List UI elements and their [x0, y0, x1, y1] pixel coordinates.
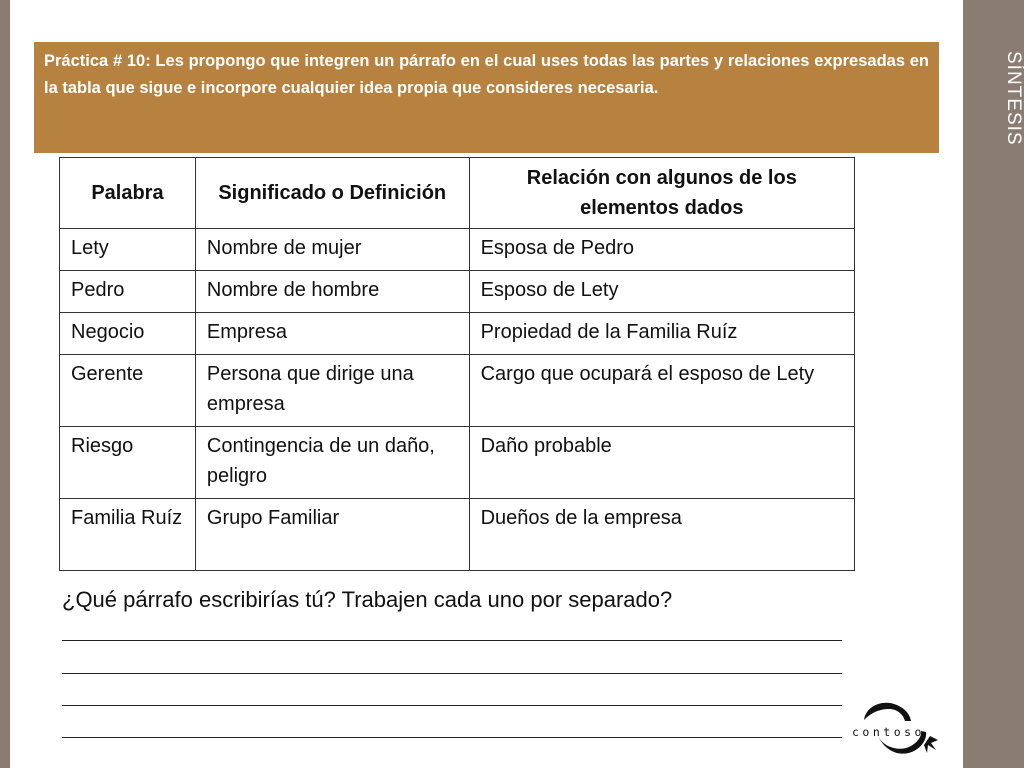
- cell-definition: Empresa: [195, 313, 469, 355]
- vocabulary-table: [59, 157, 855, 571]
- answer-line: [62, 737, 842, 738]
- question-prompt: ¿Qué párrafo escribirías tú? Trabajen cada uno por separado?: [62, 587, 673, 612]
- contoso-logo: [848, 692, 944, 762]
- header-palabra: Palabra: [60, 158, 196, 229]
- answer-line: [62, 673, 842, 674]
- left-accent-bar: [0, 0, 10, 768]
- table-row: [60, 427, 855, 499]
- slide-side-title: SÍNTESIS: [1003, 50, 1024, 146]
- cell-relation: Daño probable: [469, 427, 854, 499]
- cell-definition: Nombre de hombre: [195, 271, 469, 313]
- header-significado: Significado o Definición: [195, 158, 469, 229]
- cell-word: Lety: [60, 229, 196, 271]
- table-row: [60, 271, 855, 313]
- answer-line: [62, 640, 842, 641]
- table-header-row: [60, 158, 855, 229]
- header-relacion: Relación con algunos de los elementos dados: [469, 158, 854, 229]
- cell-word: Negocio: [60, 313, 196, 355]
- cell-word: Familia Ruíz: [60, 499, 196, 571]
- contoso-logo-icon: [848, 692, 944, 762]
- cell-relation: Dueños de la empresa: [469, 499, 854, 571]
- instruction-banner: Práctica # 10: Les propongo que integren un párrafo en el cual uses todas las partes y relaciones expresadas en la tabla que sigue e incorpore cualquier idea propia que consideres necesaria.: [34, 42, 939, 153]
- cell-definition: Grupo Familiar: [195, 499, 469, 571]
- cell-definition: Nombre de mujer: [195, 229, 469, 271]
- cell-word: Gerente: [60, 355, 196, 427]
- cell-relation: Cargo que ocupará el esposo de Lety: [469, 355, 854, 427]
- cell-relation: Esposo de Lety: [469, 271, 854, 313]
- cell-word: Pedro: [60, 271, 196, 313]
- cell-relation: Propiedad de la Familia Ruíz: [469, 313, 854, 355]
- answer-line: [62, 705, 842, 706]
- table-row: [60, 229, 855, 271]
- cell-definition: Persona que dirige una empresa: [195, 355, 469, 427]
- table-row: [60, 499, 855, 571]
- table-row: [60, 355, 855, 427]
- logo-wordmark: contoso: [852, 725, 925, 739]
- cell-relation: Esposa de Pedro: [469, 229, 854, 271]
- cell-definition: Contingencia de un daño, peligro: [195, 427, 469, 499]
- cell-word: Riesgo: [60, 427, 196, 499]
- table-row: [60, 313, 855, 355]
